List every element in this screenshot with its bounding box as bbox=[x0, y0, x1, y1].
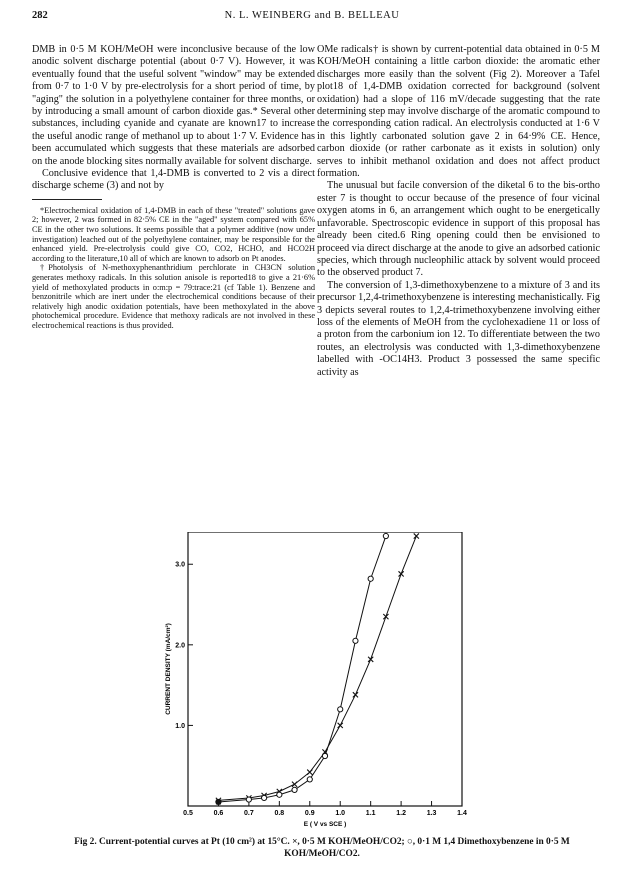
running-title: N. L. WEINBERG and B. BELLEAU bbox=[224, 10, 400, 21]
footnotes bbox=[32, 206, 315, 331]
data-point-cross bbox=[414, 533, 419, 538]
right-column bbox=[317, 44, 600, 379]
x-tick-label: 1.3 bbox=[426, 810, 437, 817]
data-point-cross bbox=[307, 770, 312, 775]
data-point-circle bbox=[246, 797, 251, 802]
body-paragraph: The conversion of 1,3-dimethoxybenzene to a mixture of 3 and its precursor 1,2,4-trimethoxybenzene is interesting mechanistically. Fig 3 depicts several routes to 1,2,4-trimethoxybenzene involving either loss of the elements of MeOH from the cyclohexadiene 11 or loss of a proton from the carbonium ion 12. To differentiate between the two routes, an electrolysis was conducted with 1,3-dimethoxybenzene labelled with -OC14H3. Product 3 possessed the same specific activity as bbox=[317, 279, 600, 378]
figure-caption: Fig 2. Current-potential curves at Pt (10 cm²) at 15°C. ×, 0·5 M KOH/MeOH/CO2; ○, 0·1 M 1,4 Dimethoxybenzene in 0·5 M KOH/MeOH/CO2. bbox=[74, 837, 570, 859]
body-paragraph: OMe radicals† is shown by current-potential data obtained in 0·5 M KOH/MeOH containing a little carbon dioxide: the aromatic ether discharges more easily than the solvent (Fig 2). Moreover a Tafel plot18 of 1,4-DMB oxidation corrected for background (solvent oxidation) had a slope of 116 mV/decade suggesting that the rate determining step may involve discharge of the aromatic compound to the corresponding cation radical. An electrolysis conducted at 1·6 V in this lightly carbonated solution gave 2 in 64·9% CE. Hence, carbon dioxide (or rather carbonate as it exists in solution) only serves to inhibit methanol oxidation and does not affect product formation. bbox=[317, 44, 601, 180]
data-point-circle bbox=[322, 753, 327, 758]
footnote: *Electrochemical oxidation of 1,4-DMB in each of these "treated" solutions gave 2; however, 2 was formed in 82·5% CE in the "aged" system compared with 65% CE in the other two solutions. It seems possible that a polymer additive (now under investigation) leached out of the polyethylene container, may be responsible for the enhanced yield. Pre-electrolysis could give CO, CO2, HCHO, and HCO2H according to the literature,10 all of which are known to adsorb on Pt anodes. bbox=[32, 205, 315, 263]
data-point-cross bbox=[383, 614, 388, 619]
footnote-rule bbox=[32, 199, 102, 200]
x-tick-label: 1.1 bbox=[365, 810, 376, 817]
data-point-cross bbox=[368, 657, 373, 662]
x-tick-label: 0.7 bbox=[244, 810, 254, 817]
x-tick-label: 1.4 bbox=[457, 810, 467, 817]
x-tick-label: 0.5 bbox=[183, 810, 193, 817]
series-line bbox=[218, 536, 385, 802]
data-point-cross bbox=[338, 723, 343, 728]
plot-frame bbox=[188, 532, 462, 806]
x-tick-label: 1.2 bbox=[396, 810, 406, 817]
data-point-circle bbox=[262, 795, 267, 800]
body-paragraph: DMB in 0·5 M KOH/MeOH were inconclusive because of the low anodic solvent discharge potential (about 0·7 V). However, it was eventually found that the useful solvent "window" may be extended from 0·7 to 1·0 V by pre-electrolysis for a short period of time, by "aging" the solution in a polyethylene container for three months, or by introducing a small amount of carbon dioxide gas.* Several other substances, including cyanide and cyanate are known17 to increase the useful anodic range of methanol up to about 1·7 V. Evidence has been accumulated which suggests that these materials are adsorbed on the anode blocking sites normally available for solvent discharge. bbox=[32, 44, 315, 167]
data-point-circle bbox=[277, 792, 282, 797]
footnote: †Photolysis of N-methoxyphenanthridium perchlorate in CH3CN solution generates methoxy radicals. In this solution anisole is reported18 to give a 21·6% yield of methoxylated products in o:m:p = 79:trace:21 (cf Table 1). Benzene and benzonitrile which are inert under the electrochemical conditions because of their relatively high anodic oxidation potentials, have been methoxylated in the above photochemical procedure. Evidence that methoxy radicals are not involved in these electrochemical reactions is thus provided. bbox=[32, 263, 315, 330]
data-point-circle bbox=[383, 533, 388, 538]
data-point-circle bbox=[353, 638, 358, 643]
y-tick-label: 1.0 bbox=[175, 722, 185, 730]
data-point-start bbox=[216, 799, 221, 804]
data-point-circle bbox=[368, 576, 373, 581]
series-line bbox=[218, 536, 416, 800]
y-axis-label: CURRENT DENSITY (mA/cm²) bbox=[165, 623, 172, 715]
body-paragraph: Conclusive evidence that 1,4-DMB is converted to 2 vis a direct discharge scheme (3) and not by bbox=[32, 168, 315, 192]
current-potential-chart bbox=[0, 532, 624, 832]
x-tick-label: 0.6 bbox=[213, 810, 224, 817]
page-number: 282 bbox=[32, 10, 48, 21]
body-paragraph: The unusual but facile conversion of the diketal 6 to the bis-ortho ester 7 is thought to occur because of the presence of four vicinal oxygen atoms in 6, an arrangement which ought to be energetically unfavorable. Spectroscopic evidence in support of this proposal has already been cited.6 Ring opening could then be envisioned to proceed via direct discharge at the anode to give an adsorbed cationic species, which through nucleophilic attack by solvent would proceed to the observed product 7. bbox=[317, 180, 600, 279]
data-point-circle bbox=[292, 787, 297, 792]
data-point-cross bbox=[292, 782, 297, 787]
page-header bbox=[32, 10, 592, 24]
x-tick-label: 1.0 bbox=[335, 810, 346, 817]
data-point-cross bbox=[353, 692, 358, 697]
x-axis-label: E ( V vs SCE ) bbox=[303, 821, 347, 828]
y-tick-label: 3.0 bbox=[175, 561, 185, 569]
figure-2 bbox=[0, 532, 624, 832]
x-tick-label: 0.9 bbox=[304, 810, 315, 817]
x-tick-label: 0.8 bbox=[274, 810, 285, 817]
y-tick-label: 2.0 bbox=[175, 642, 185, 650]
data-point-circle bbox=[338, 707, 343, 712]
data-point-cross bbox=[399, 571, 404, 576]
left-column bbox=[32, 44, 315, 331]
data-point-circle bbox=[307, 777, 312, 782]
